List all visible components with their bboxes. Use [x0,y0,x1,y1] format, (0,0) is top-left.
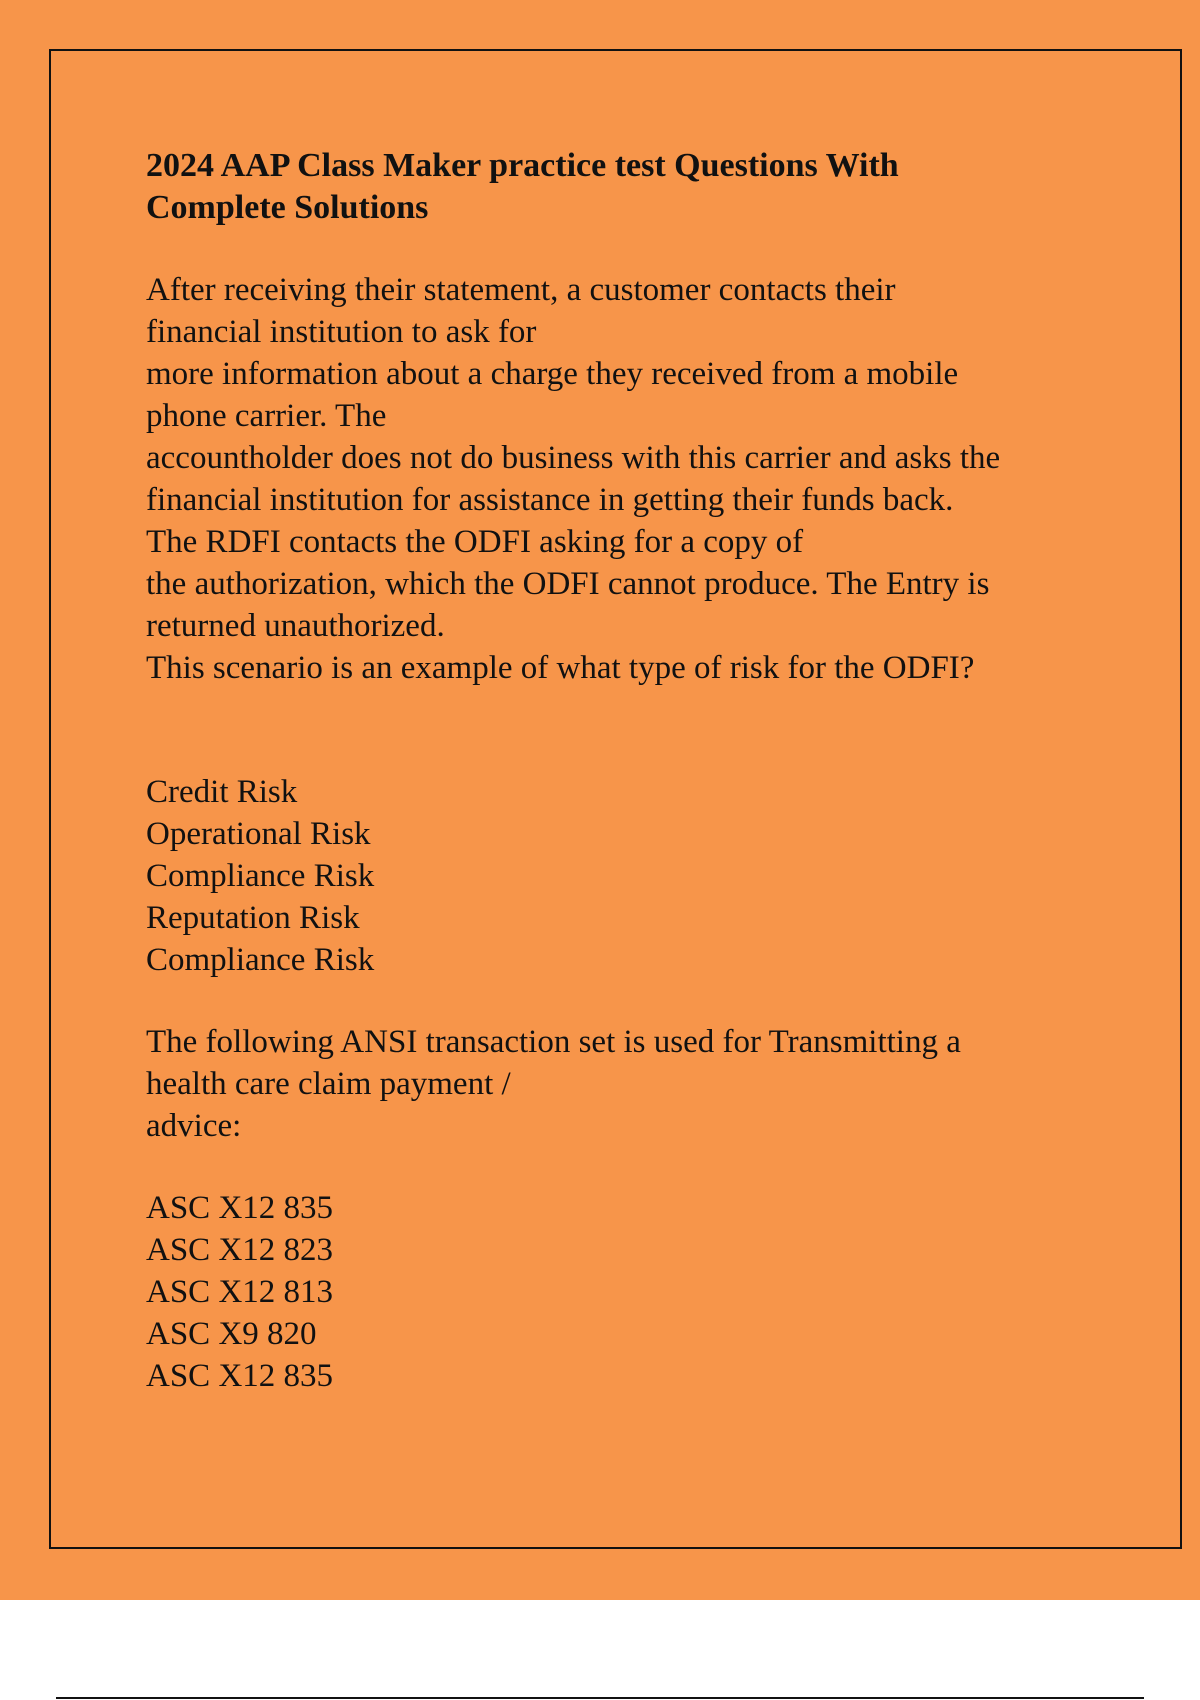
question-2-text [146,1021,1106,1147]
question-line: health care claim payment / [146,1066,511,1102]
question-line: financial institution to ask for [146,314,537,350]
answer-option: Credit Risk [146,774,298,810]
question-1-text [146,269,1106,689]
question-line: more information about a charge they received from a mobile [146,356,959,392]
answer-option: ASC X12 823 [146,1232,334,1268]
answer-option: Compliance Risk [146,858,375,894]
question-line: phone carrier. The [146,398,387,434]
answer-option: ASC X9 820 [146,1316,317,1352]
document-title: 2024 AAP Class Maker practice test Questions With Complete Solutions [146,147,899,226]
question-line: advice: [146,1108,242,1144]
document-content [146,145,1106,1397]
answer-option: ASC X12 835 [146,1358,334,1394]
question-line: The RDFI contacts the ODFI asking for a copy of [146,524,804,560]
question-line: the authorization, which the ODFI cannot produce. The Entry is [146,566,990,602]
answer-option: Operational Risk [146,816,371,852]
question-2-options [146,1187,1106,1397]
answer-option: ASC X12 835 [146,1190,334,1226]
question-line: returned unauthorized. [146,608,445,644]
answer-option: Reputation Risk [146,900,360,936]
question-line: This scenario is an example of what type of risk for the ODFI? [146,650,975,686]
answer-option: Compliance Risk [146,942,375,978]
question-1-options [146,771,1106,981]
question-line: After receiving their statement, a customer contacts their [146,272,896,308]
question-line: accountholder does not do business with this carrier and asks the [146,440,1001,476]
footer-divider [56,1697,1144,1699]
question-line: The following ANSI transaction set is used for Transmitting a [146,1024,961,1060]
answer-option: ASC X12 813 [146,1274,334,1310]
question-line: financial institution for assistance in getting their funds back. [146,482,954,518]
